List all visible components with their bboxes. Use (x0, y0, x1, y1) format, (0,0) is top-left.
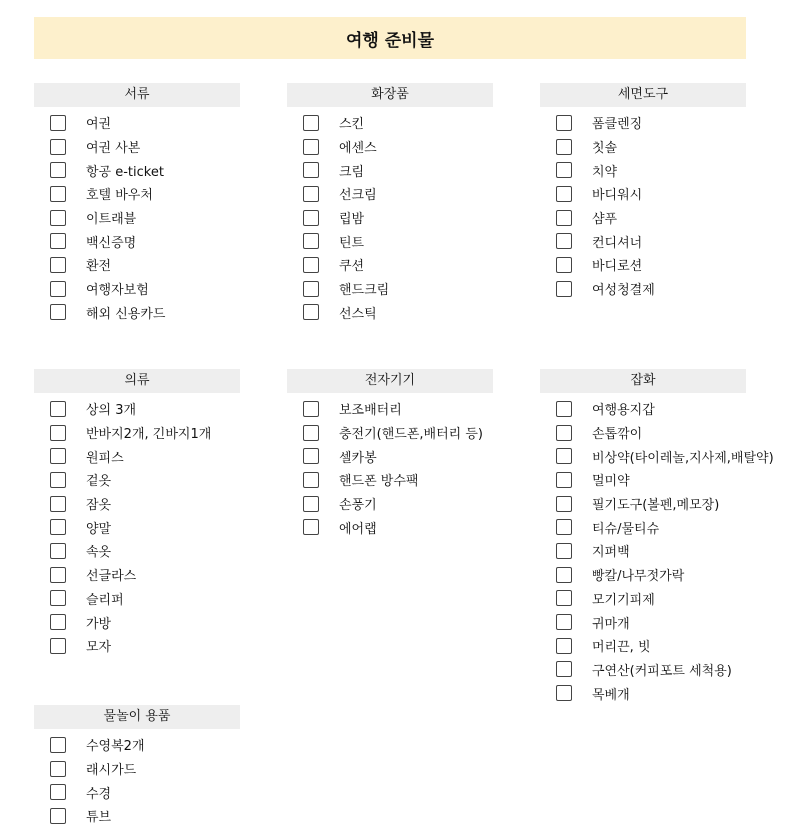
checkbox-icon[interactable] (50, 210, 66, 226)
checklist-item[interactable] (540, 610, 746, 634)
checkbox-icon[interactable] (50, 139, 66, 155)
checkbox-icon[interactable] (303, 448, 319, 464)
checkbox-icon[interactable] (556, 614, 572, 630)
item-label: 칫솔 (592, 141, 618, 157)
item-label: 해외 신용카드 (86, 306, 166, 322)
item-label: 구연산(커피포트 세척용) (592, 663, 732, 679)
checkbox-icon[interactable] (303, 233, 319, 249)
checklist-item[interactable] (287, 277, 493, 301)
item-label: 바디로션 (592, 259, 643, 275)
item-label: 가방 (86, 616, 112, 632)
checkbox-icon[interactable] (50, 448, 66, 464)
checklist-item[interactable] (540, 229, 746, 253)
checklist-item[interactable] (287, 301, 493, 325)
checklist-item[interactable] (540, 587, 746, 611)
item-label: 여성청결제 (592, 283, 655, 299)
checkbox-icon[interactable] (50, 162, 66, 178)
checkbox-icon[interactable] (556, 638, 572, 654)
item-label: 크림 (339, 164, 365, 180)
checkbox-icon[interactable] (556, 281, 572, 297)
checkbox-icon[interactable] (50, 761, 66, 777)
item-label: 손톱깎이 (592, 427, 643, 443)
section-header: 화장품 (287, 83, 493, 107)
section-electronics (287, 369, 493, 539)
checklist-item[interactable] (540, 539, 746, 563)
item-label: 쿠션 (339, 259, 365, 275)
item-label: 모기기피제 (592, 592, 655, 608)
checklist-item[interactable] (540, 158, 746, 182)
checklist-item[interactable] (34, 253, 240, 277)
checkbox-icon[interactable] (556, 162, 572, 178)
checkbox-icon[interactable] (50, 233, 66, 249)
checkbox-icon[interactable] (303, 472, 319, 488)
checkbox-icon[interactable] (50, 638, 66, 654)
item-label: 수영복2개 (86, 739, 145, 755)
checklist-item[interactable] (34, 780, 240, 804)
checkbox-icon[interactable] (50, 519, 66, 535)
item-label: 여행자보험 (86, 283, 149, 299)
checklist-item[interactable] (287, 158, 493, 182)
checkbox-icon[interactable] (50, 567, 66, 583)
checklist-item[interactable] (34, 492, 240, 516)
checkbox-icon[interactable] (556, 401, 572, 417)
checklist-item[interactable] (540, 206, 746, 230)
section-clothing (34, 369, 240, 658)
item-label: 보조배터리 (339, 403, 402, 419)
item-list (34, 397, 240, 658)
checklist-item[interactable] (540, 634, 746, 658)
checkbox-icon[interactable] (556, 567, 572, 583)
item-label: 반바지2개, 긴바지1개 (86, 427, 212, 443)
section-header: 전자기기 (287, 369, 493, 393)
item-label: 치약 (592, 164, 618, 180)
checklist-item[interactable] (540, 492, 746, 516)
checklist-item[interactable] (34, 135, 240, 159)
item-label: 환전 (86, 259, 112, 275)
checkbox-icon[interactable] (50, 737, 66, 753)
checkbox-icon[interactable] (50, 784, 66, 800)
checklist-item[interactable] (287, 253, 493, 277)
checkbox-icon[interactable] (50, 472, 66, 488)
item-label: 셀카봉 (339, 450, 377, 466)
checkbox-icon[interactable] (50, 543, 66, 559)
checklist-item[interactable] (34, 421, 240, 445)
checkbox-icon[interactable] (303, 281, 319, 297)
checklist-item[interactable] (287, 111, 493, 135)
item-label: 이트래블 (86, 212, 137, 228)
checklist-item[interactable] (287, 468, 493, 492)
item-label: 호텔 바우처 (86, 188, 153, 204)
item-label: 원피스 (86, 450, 124, 466)
page-title (34, 17, 746, 59)
item-label: 튜브 (86, 810, 112, 826)
checklist-item[interactable] (34, 397, 240, 421)
checklist-item[interactable] (34, 229, 240, 253)
checklist-item[interactable] (540, 253, 746, 277)
section-documents (34, 83, 240, 324)
item-label: 에센스 (339, 141, 377, 157)
checkbox-icon[interactable] (556, 448, 572, 464)
checklist-item[interactable] (34, 111, 240, 135)
checkbox-icon[interactable] (556, 115, 572, 131)
checkbox-icon[interactable] (556, 496, 572, 512)
item-label: 귀마개 (592, 616, 630, 632)
item-label: 속옷 (86, 545, 112, 561)
checkbox-icon[interactable] (50, 281, 66, 297)
item-label: 립밤 (339, 212, 365, 228)
checklist-item[interactable] (540, 182, 746, 206)
checklist-item[interactable] (540, 135, 746, 159)
checklist-item[interactable] (540, 468, 746, 492)
checkbox-icon[interactable] (556, 186, 572, 202)
item-list (287, 397, 493, 539)
item-label: 여권 (86, 117, 112, 133)
checkbox-icon[interactable] (556, 519, 572, 535)
item-label: 양말 (86, 521, 112, 537)
checkbox-icon[interactable] (556, 210, 572, 226)
checklist-item[interactable] (34, 587, 240, 611)
checkbox-icon[interactable] (303, 401, 319, 417)
checkbox-icon[interactable] (50, 115, 66, 131)
item-label: 핸드크림 (339, 283, 390, 299)
checklist-item[interactable] (34, 757, 240, 781)
item-label: 폼클렌징 (592, 117, 643, 133)
item-label: 틴트 (339, 235, 365, 251)
checklist-item[interactable] (34, 515, 240, 539)
checkbox-icon[interactable] (50, 186, 66, 202)
item-label: 여행용지갑 (592, 403, 655, 419)
item-label: 래시가드 (86, 763, 137, 779)
checkbox-icon[interactable] (50, 808, 66, 824)
item-label: 선글라스 (86, 569, 137, 585)
item-list (34, 111, 240, 324)
item-label: 여권 사본 (86, 141, 141, 157)
checkbox-icon[interactable] (303, 304, 319, 320)
item-label: 모자 (86, 640, 112, 656)
checkbox-icon[interactable] (50, 496, 66, 512)
checkbox-icon[interactable] (556, 257, 572, 273)
item-label: 티슈/물티슈 (592, 521, 660, 537)
item-label: 필기도구(볼펜,메모장) (592, 498, 720, 514)
checkbox-icon[interactable] (50, 590, 66, 606)
checkbox-icon[interactable] (50, 401, 66, 417)
checkbox-icon[interactable] (303, 115, 319, 131)
checklist-item[interactable] (287, 421, 493, 445)
checklist-item[interactable] (287, 182, 493, 206)
checklist-item[interactable] (287, 444, 493, 468)
checklist-item[interactable] (287, 206, 493, 230)
checklist-item[interactable] (540, 277, 746, 301)
checklist-item[interactable] (34, 804, 240, 828)
item-label: 목베개 (592, 687, 630, 703)
item-list (540, 111, 746, 301)
section-header: 물놀이 용품 (34, 705, 240, 729)
item-label: 바디워시 (592, 188, 643, 204)
checklist-item[interactable] (34, 563, 240, 587)
item-label: 잠옷 (86, 498, 112, 514)
checklist-item[interactable] (287, 515, 493, 539)
checklist-item[interactable] (34, 468, 240, 492)
item-label: 빵칼/나무젓가락 (592, 569, 685, 585)
item-label: 멀미약 (592, 474, 630, 490)
checklist-item[interactable] (540, 397, 746, 421)
item-list (540, 397, 774, 705)
item-label: 슬리퍼 (86, 592, 124, 608)
checklist-item[interactable] (540, 515, 746, 539)
item-label: 머리끈, 빗 (592, 640, 651, 656)
checkbox-icon[interactable] (50, 425, 66, 441)
page-title-text: 여행 준비물 (345, 30, 435, 51)
checkbox-icon[interactable] (556, 661, 572, 677)
checklist-item[interactable] (34, 610, 240, 634)
item-label: 백신증명 (86, 235, 137, 251)
checklist-item[interactable] (287, 492, 493, 516)
item-label: 선크림 (339, 188, 377, 204)
item-label: 샴푸 (592, 212, 618, 228)
checklist-item[interactable] (34, 206, 240, 230)
checkbox-icon[interactable] (556, 543, 572, 559)
item-label: 손풍기 (339, 498, 377, 514)
checkbox-icon[interactable] (303, 186, 319, 202)
section-header: 세면도구 (540, 83, 746, 107)
checkbox-icon[interactable] (303, 257, 319, 273)
checklist-item[interactable] (540, 681, 746, 705)
checkbox-icon[interactable] (303, 519, 319, 535)
checklist-item[interactable] (287, 229, 493, 253)
checklist-item[interactable] (34, 634, 240, 658)
item-list (34, 733, 240, 828)
checkbox-icon[interactable] (556, 685, 572, 701)
item-label: 수경 (86, 786, 112, 802)
checklist-item[interactable] (540, 111, 746, 135)
checkbox-icon[interactable] (303, 210, 319, 226)
checkbox-icon[interactable] (50, 614, 66, 630)
section-header: 잡화 (540, 369, 746, 393)
checklist-item[interactable] (540, 421, 746, 445)
item-label: 비상약(타이레놀,지사제,배탈약) (592, 450, 774, 466)
checkbox-icon[interactable] (556, 472, 572, 488)
section-header: 서류 (34, 83, 240, 107)
item-label: 상의 3개 (86, 403, 137, 419)
section-toiletries (540, 83, 746, 301)
checkbox-icon[interactable] (556, 233, 572, 249)
checkbox-icon[interactable] (556, 425, 572, 441)
checklist-item[interactable] (540, 658, 746, 682)
checklist-item[interactable] (34, 733, 240, 757)
checkbox-icon[interactable] (50, 257, 66, 273)
checkbox-icon[interactable] (303, 139, 319, 155)
item-label: 충전기(핸드폰,배터리 등) (339, 427, 483, 443)
item-label: 핸드폰 방수팩 (339, 474, 419, 490)
checklist-item[interactable] (34, 158, 240, 182)
item-label: 에어랩 (339, 521, 377, 537)
checklist-item[interactable] (540, 444, 774, 468)
item-label: 스킨 (339, 117, 365, 133)
checklist-item[interactable] (34, 301, 240, 325)
checkbox-icon[interactable] (303, 162, 319, 178)
checkbox-icon[interactable] (556, 139, 572, 155)
item-list (287, 111, 493, 324)
item-label: 항공 e-ticket (86, 164, 164, 180)
checklist-item[interactable] (34, 539, 240, 563)
checkbox-icon[interactable] (556, 590, 572, 606)
section-misc (540, 369, 774, 705)
checkbox-icon[interactable] (303, 496, 319, 512)
checklist-item[interactable] (34, 277, 240, 301)
item-label: 겉옷 (86, 474, 112, 490)
checkbox-icon[interactable] (50, 304, 66, 320)
section-cosmetics (287, 83, 493, 324)
checklist-item[interactable] (287, 135, 493, 159)
checkbox-icon[interactable] (303, 425, 319, 441)
item-label: 지퍼백 (592, 545, 630, 561)
checklist-item[interactable] (34, 444, 240, 468)
checklist-item[interactable] (287, 397, 493, 421)
checklist-item[interactable] (34, 182, 240, 206)
item-label: 컨디셔너 (592, 235, 643, 251)
section-water (34, 705, 240, 828)
checklist-item[interactable] (540, 563, 746, 587)
item-label: 선스틱 (339, 306, 377, 322)
section-header: 의류 (34, 369, 240, 393)
